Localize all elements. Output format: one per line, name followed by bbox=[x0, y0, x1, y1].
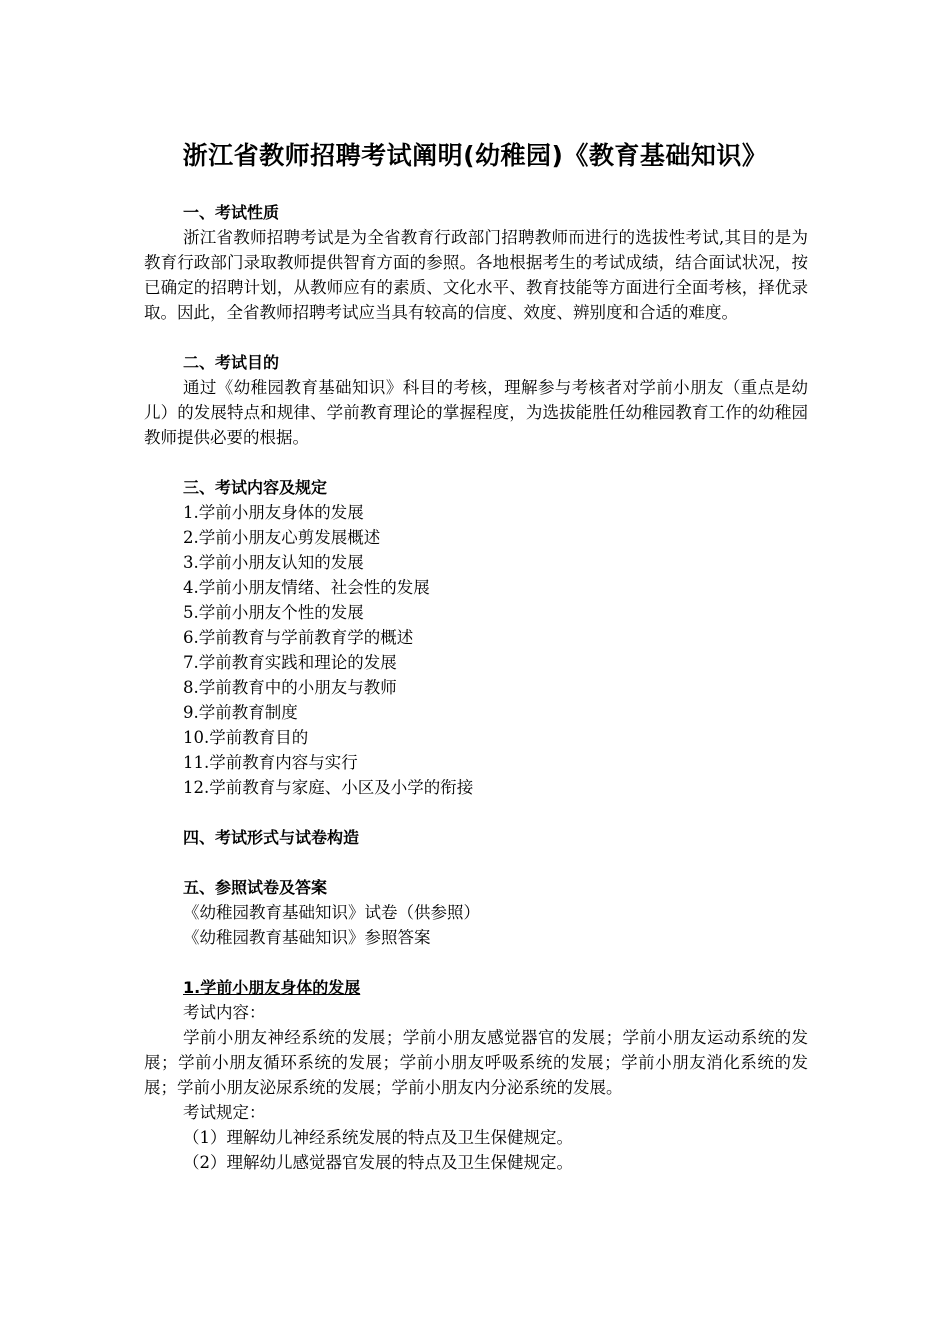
section-heading-exam-format: 四、考试形式与试卷构造 bbox=[183, 828, 360, 847]
list-item: 11.学前教育内容与实行 bbox=[183, 753, 358, 772]
list-item: 8.学前教育中的小朋友与教师 bbox=[183, 678, 397, 697]
list-item: 12.学前教育与家庭、小区及小学的衔接 bbox=[183, 778, 474, 797]
section-heading-reference-papers: 五、参照试卷及答案 bbox=[183, 878, 328, 897]
list-item: 5.学前小朋友个性的发展 bbox=[183, 603, 364, 622]
list-item: 1.学前小朋友身体的发展 bbox=[183, 503, 364, 522]
document-title: 浙江省教师招聘考试阐明(幼稚园)《教育基础知识》 bbox=[182, 141, 768, 170]
requirement-item: （2）理解幼儿感觉器官发展的特点及卫生保健规定。 bbox=[183, 1153, 573, 1172]
content-body: 学前小朋友神经系统的发展；学前小朋友感觉器官的发展；学前小朋友运动系统的发展；学前小朋友循环系统的发展；学前小朋友呼吸系统的发展；学前小朋友消化系统的发展；学前小朋友泌尿系统的发展；学前小朋友内分泌系统的发展。 bbox=[144, 1028, 808, 1097]
content-label: 考试内容： bbox=[183, 1003, 266, 1022]
requirement-item: （1）理解幼儿神经系统发展的特点及卫生保健规定。 bbox=[183, 1128, 573, 1147]
section-body-exam-nature: 浙江省教师招聘考试是为全省教育行政部门招聘教师而进行的选拔性考试,其目的是为教育行政部门录取教师提供智育方面的参照。各地根据考生的考试成绩，结合面试状况，按已确定的招聘计划，从教师应有的素质、文化水平、教育技能等方面进行全面考核，择优录取。因此，全省教师招聘考试应当具有较高的信度、效度、辨别度和合适的难度。 bbox=[144, 228, 808, 322]
requirement-label: 考试规定： bbox=[183, 1103, 266, 1122]
list-item: 2.学前小朋友心剪发展概述 bbox=[183, 528, 381, 547]
list-item: 10.学前教育目的 bbox=[183, 728, 309, 747]
list-item: 6.学前教育与学前教育学的概述 bbox=[183, 628, 414, 647]
section-heading-exam-nature: 一、考试性质 bbox=[183, 203, 280, 222]
exam-content-list bbox=[144, 500, 808, 800]
document-body bbox=[144, 200, 808, 1175]
list-item: 3.学前小朋友认知的发展 bbox=[183, 553, 364, 572]
section-body-exam-purpose: 通过《幼稚园教育基础知识》科目的考核，理解参与考核者对学前小朋友（重点是幼儿）的发展特点和规律、学前教育理论的掌握程度，为选拔能胜任幼稚园教育工作的幼稚园教师提供必要的根据。 bbox=[144, 378, 808, 447]
list-item: 9.学前教育制度 bbox=[183, 703, 298, 722]
reference-paper-item: 《幼稚园教育基础知识》试卷（供参照） bbox=[183, 903, 480, 922]
reference-answer-item: 《幼稚园教育基础知识》参照答案 bbox=[183, 928, 431, 947]
section-heading-exam-content: 三、考试内容及规定 bbox=[183, 478, 328, 497]
section-heading-exam-purpose: 二、考试目的 bbox=[183, 353, 280, 372]
list-item: 4.学前小朋友情绪、社会性的发展 bbox=[183, 578, 430, 597]
list-item: 7.学前教育实践和理论的发展 bbox=[183, 653, 397, 672]
detail-heading-physical-development: 1.学前小朋友身体的发展 bbox=[183, 978, 361, 997]
